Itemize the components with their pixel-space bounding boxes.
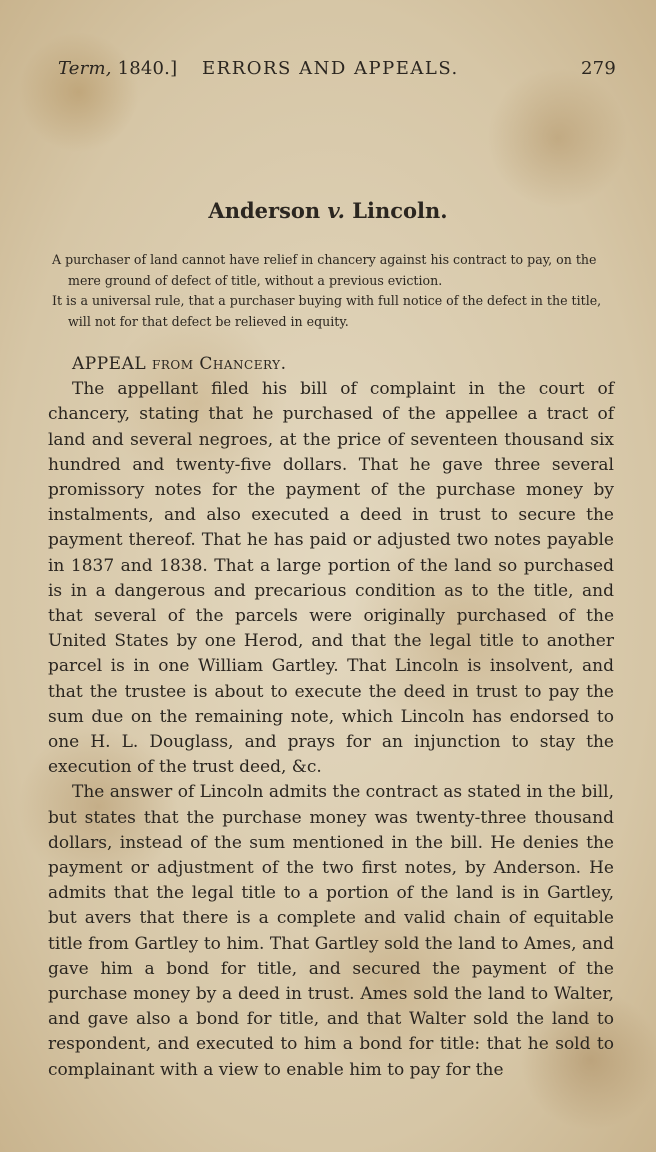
opinion-body — [48, 352, 614, 1083]
page-number: 279 — [581, 58, 616, 79]
running-head — [58, 58, 616, 86]
running-head-title: ERRORS AND APPEALS. — [202, 58, 459, 79]
headnote: A purchaser of land cannot have relief in chancery against his contract to pay, on the mere ground of defect of title, without a previous eviction. — [52, 252, 597, 288]
case-title — [0, 198, 656, 223]
headnote: It is a universal rule, that a purchaser buying with full notice of the defect in the title, will not for that defect be relieved in equity. — [52, 293, 602, 329]
body-paragraph: The answer of Lincoln admits the contract as stated in the bill, but states that the purchase money was twenty-three thousand dollars, instead of the sum mentioned in the bill. He denies the payment or adjustment of the two first notes, by Anderson. He admits that the legal title to a portion of the land is in Gartley, but avers that there is a complete and valid chain of equitable title from Gartley to him. That Gartley sold the land to Ames, and gave him a bond for title, and secured the payment of the purchase money by a deed in trust. Ames sold the land to Walter, and gave also a bond for title, and that Walter sold the land to respondent, and executed to him a bond for title: that he sold to complainant with a view to enable him to pay for the — [48, 782, 614, 1080]
plaintiff-name: Anderson — [208, 198, 321, 223]
defendant-name: Lincoln. — [352, 198, 448, 223]
term-year: 1840.] — [117, 58, 178, 79]
appeal-heading: APPEAL from Chancery. — [72, 354, 287, 374]
versus: v. — [327, 198, 345, 223]
term-label: Term, — [58, 58, 112, 79]
running-head-term — [58, 58, 177, 79]
headnotes — [52, 250, 622, 332]
body-paragraph: The appellant filed his bill of complaint in the court of chancery, stating that he purchased of the appellee a tract of land and several negroes, at the price of seventeen thousand six hundred and twenty-five dollars. That he gave three several promissory notes for the payment of the purchase money by instalments, and also executed a deed in trust to secure the payment thereof. That he has paid or adjusted two notes payable in 1837 and 1838. That a large portion of the land so purchased is in a dangerous and precarious condition as to the title, and that several of the parcels were originally purchased of the United States by one Herod, and that the legal title to another parcel is in one William Gartley. That Lincoln is insolvent, and that the trustee is about to execute the deed in trust to pay the sum due on the remaining note, which Lincoln has endorsed to one H. L. Douglass, and prays for an injunction to stay the execution of the trust deed, &c. — [48, 379, 614, 778]
